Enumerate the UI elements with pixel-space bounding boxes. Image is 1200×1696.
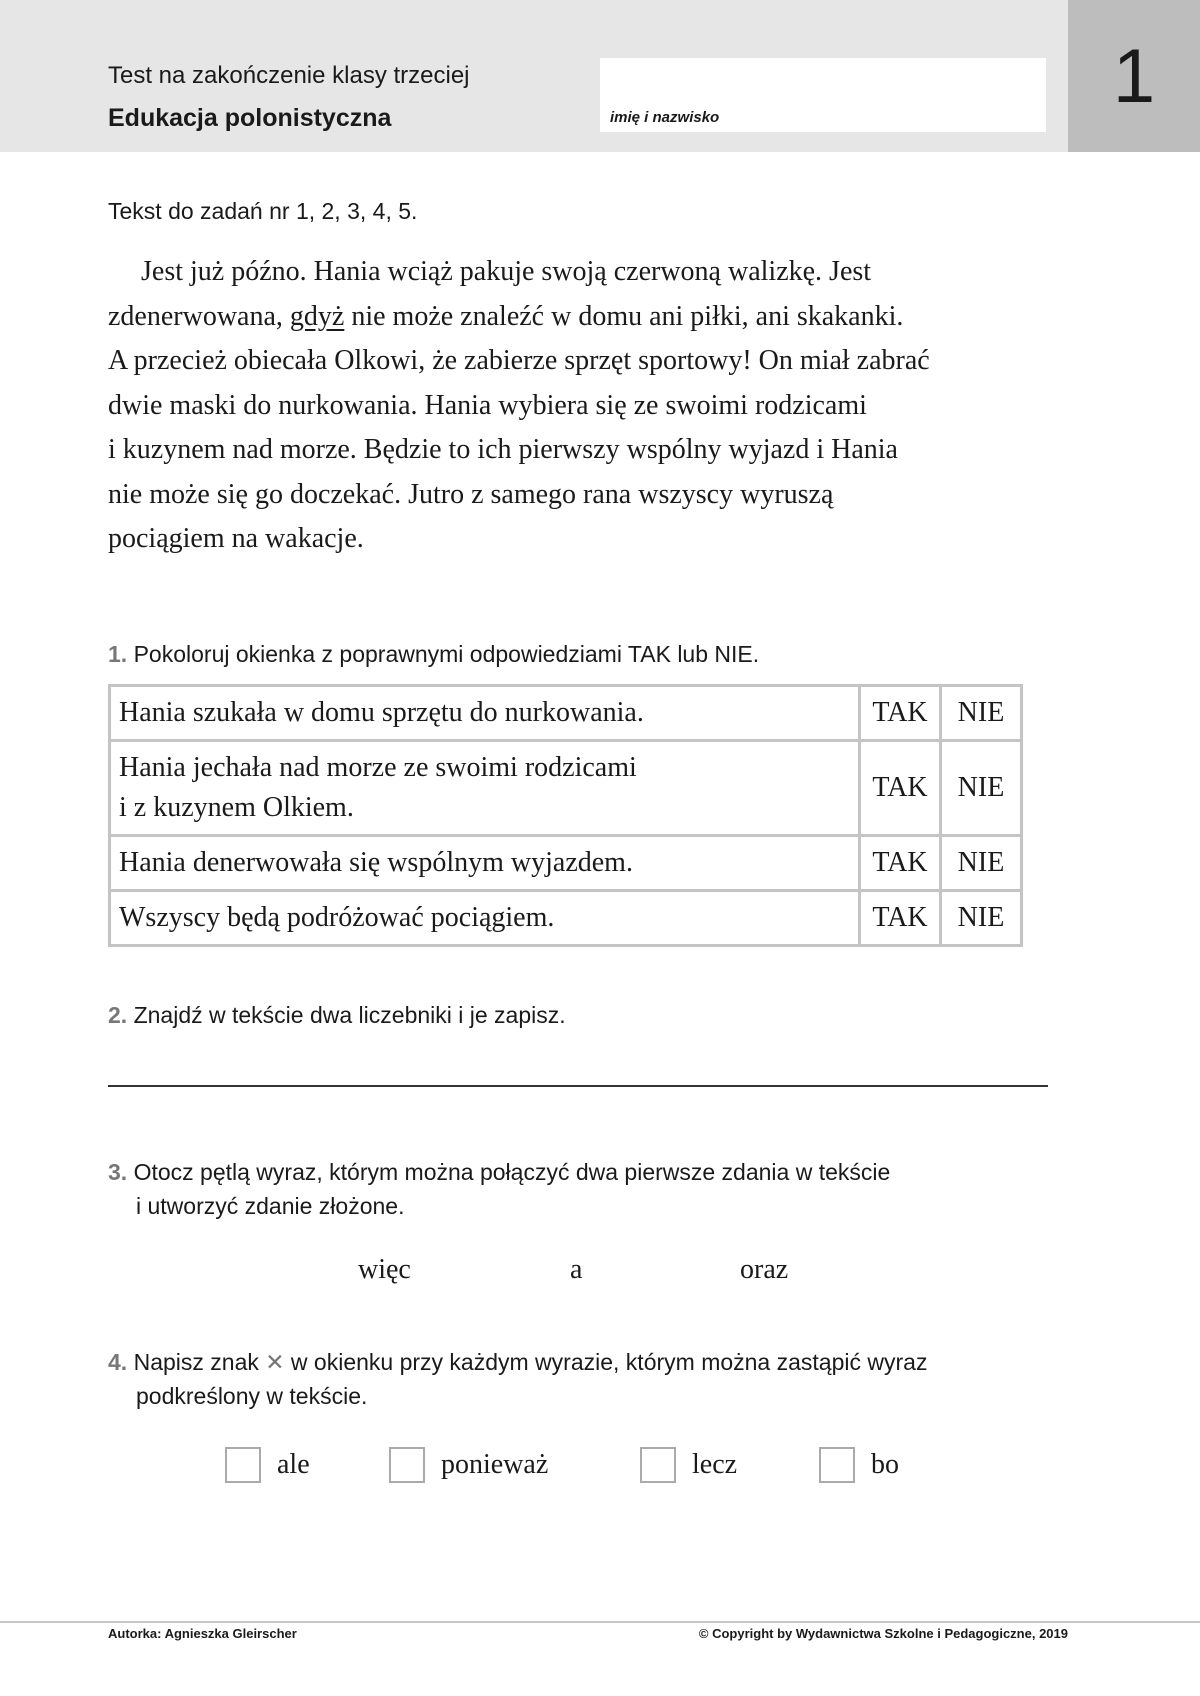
name-field[interactable] [600,58,1046,132]
table-row [110,836,1022,891]
statement-cell: Hania szukała w domu sprzętu do nurkowania. [110,686,860,741]
no-cell[interactable]: NIE [941,836,1022,891]
question-3 [108,1155,890,1223]
word-option[interactable]: a [570,1254,583,1285]
statement-cell [110,741,860,836]
option-label: lecz [692,1449,738,1480]
statement-cell: Wszyscy będą podróżować pociągiem. [110,891,860,946]
footer-divider [0,1621,1200,1623]
option-label: bo [871,1449,899,1480]
no-cell[interactable]: NIE [941,891,1022,946]
table-row [110,891,1022,946]
true-false-table [108,684,1023,947]
reading-line: nie może się go doczekać. Jutro z samego rana wszyscy wyruszą [108,478,834,510]
table-row [110,686,1022,741]
question-text: i utworzyć zdanie złożone. [136,1193,405,1219]
reading-line: Jest już późno. Hania wciąż pakuje swoją czerwoną walizkę. Jest [141,256,872,287]
checkbox[interactable] [225,1447,261,1483]
reading-line: A przecież obiecała Olkowi, że zabierze sprzęt sportowy! On miał zabrać [108,345,930,376]
subject-title: Edukacja polonistyczna [108,104,392,132]
question-text: Otocz pętlą wyraz, którym można połączyć dwa pierwsze zdania w tekście [133,1159,891,1185]
name-label: imię i nazwisko [610,109,720,126]
footer-copyright: © Copyright by Wydawnictwa Szkolne i Pedagogiczne, 2019 [698,1626,1068,1641]
word-option[interactable]: oraz [740,1254,789,1285]
reading-line: dwie maski do nurkowania. Hania wybiera się ze swoimi rodzicami [108,389,867,421]
footer-author: Autorka: Agnieszka Gleirscher [108,1626,297,1641]
question-number: 4. [108,1349,128,1375]
x-mark-icon: ✕ [265,1349,285,1375]
yes-cell[interactable]: TAK [860,741,941,836]
statement-line: i z kuzynem Olkiem. [119,792,354,823]
question-4 [108,1345,927,1413]
reading-fragment: zdenerwowana, [108,300,290,332]
page-number: 1 [1112,33,1156,119]
option-lecz[interactable] [640,1447,737,1483]
test-title: Test na zakończenie klasy trzeciej [108,62,470,89]
question-number: 1. [108,641,128,667]
reading-line [108,295,1068,340]
answer-line[interactable] [108,1085,1048,1087]
no-cell[interactable]: NIE [941,741,1022,836]
option-poniewaz[interactable] [389,1447,548,1483]
reading-line: pociągiem na wakacje. [108,523,364,554]
question-text: Pokoloruj okienka z poprawnymi odpowiedziami TAK lub NIE. [133,641,760,667]
question-text: w okienku przy każdym wyrazie, którym można zastąpić wyraz [284,1349,928,1375]
word-option[interactable]: więc [358,1254,411,1285]
yes-cell[interactable]: TAK [860,891,941,946]
question-text: Napisz znak [133,1349,266,1375]
question-number: 3. [108,1159,128,1185]
underlined-word: gdyż [289,300,345,332]
reading-text [108,250,1068,562]
question-2 [108,998,566,1032]
yes-cell[interactable]: TAK [860,836,941,891]
option-ale[interactable] [225,1447,310,1483]
reading-line: i kuzynem nad morze. Będzie to ich pierwszy wspólny wyjazd i Hania [108,434,898,465]
statement-cell: Hania denerwowała się wspólnym wyjazdem. [110,836,860,891]
question-text: Znajdź w tekście dwa liczebniki i je zapisz. [133,1002,566,1028]
question-1 [108,637,759,671]
option-bo[interactable] [819,1447,899,1483]
table-row [110,741,1022,836]
option-label: ponieważ [441,1449,549,1480]
text-intro: Tekst do zadań nr 1, 2, 3, 4, 5. [108,198,418,224]
no-cell[interactable]: NIE [941,686,1022,741]
checkbox[interactable] [389,1447,425,1483]
question-text: podkreślony w tekście. [136,1383,368,1409]
option-label: ale [277,1449,310,1480]
statement-line: Hania jechała nad morze ze swoimi rodzicami [119,752,637,783]
checkbox[interactable] [819,1447,855,1483]
reading-fragment: nie może znaleźć w domu ani piłki, ani skakanki. [344,300,904,332]
question-number: 2. [108,1002,128,1028]
checkbox[interactable] [640,1447,676,1483]
yes-cell[interactable]: TAK [860,686,941,741]
